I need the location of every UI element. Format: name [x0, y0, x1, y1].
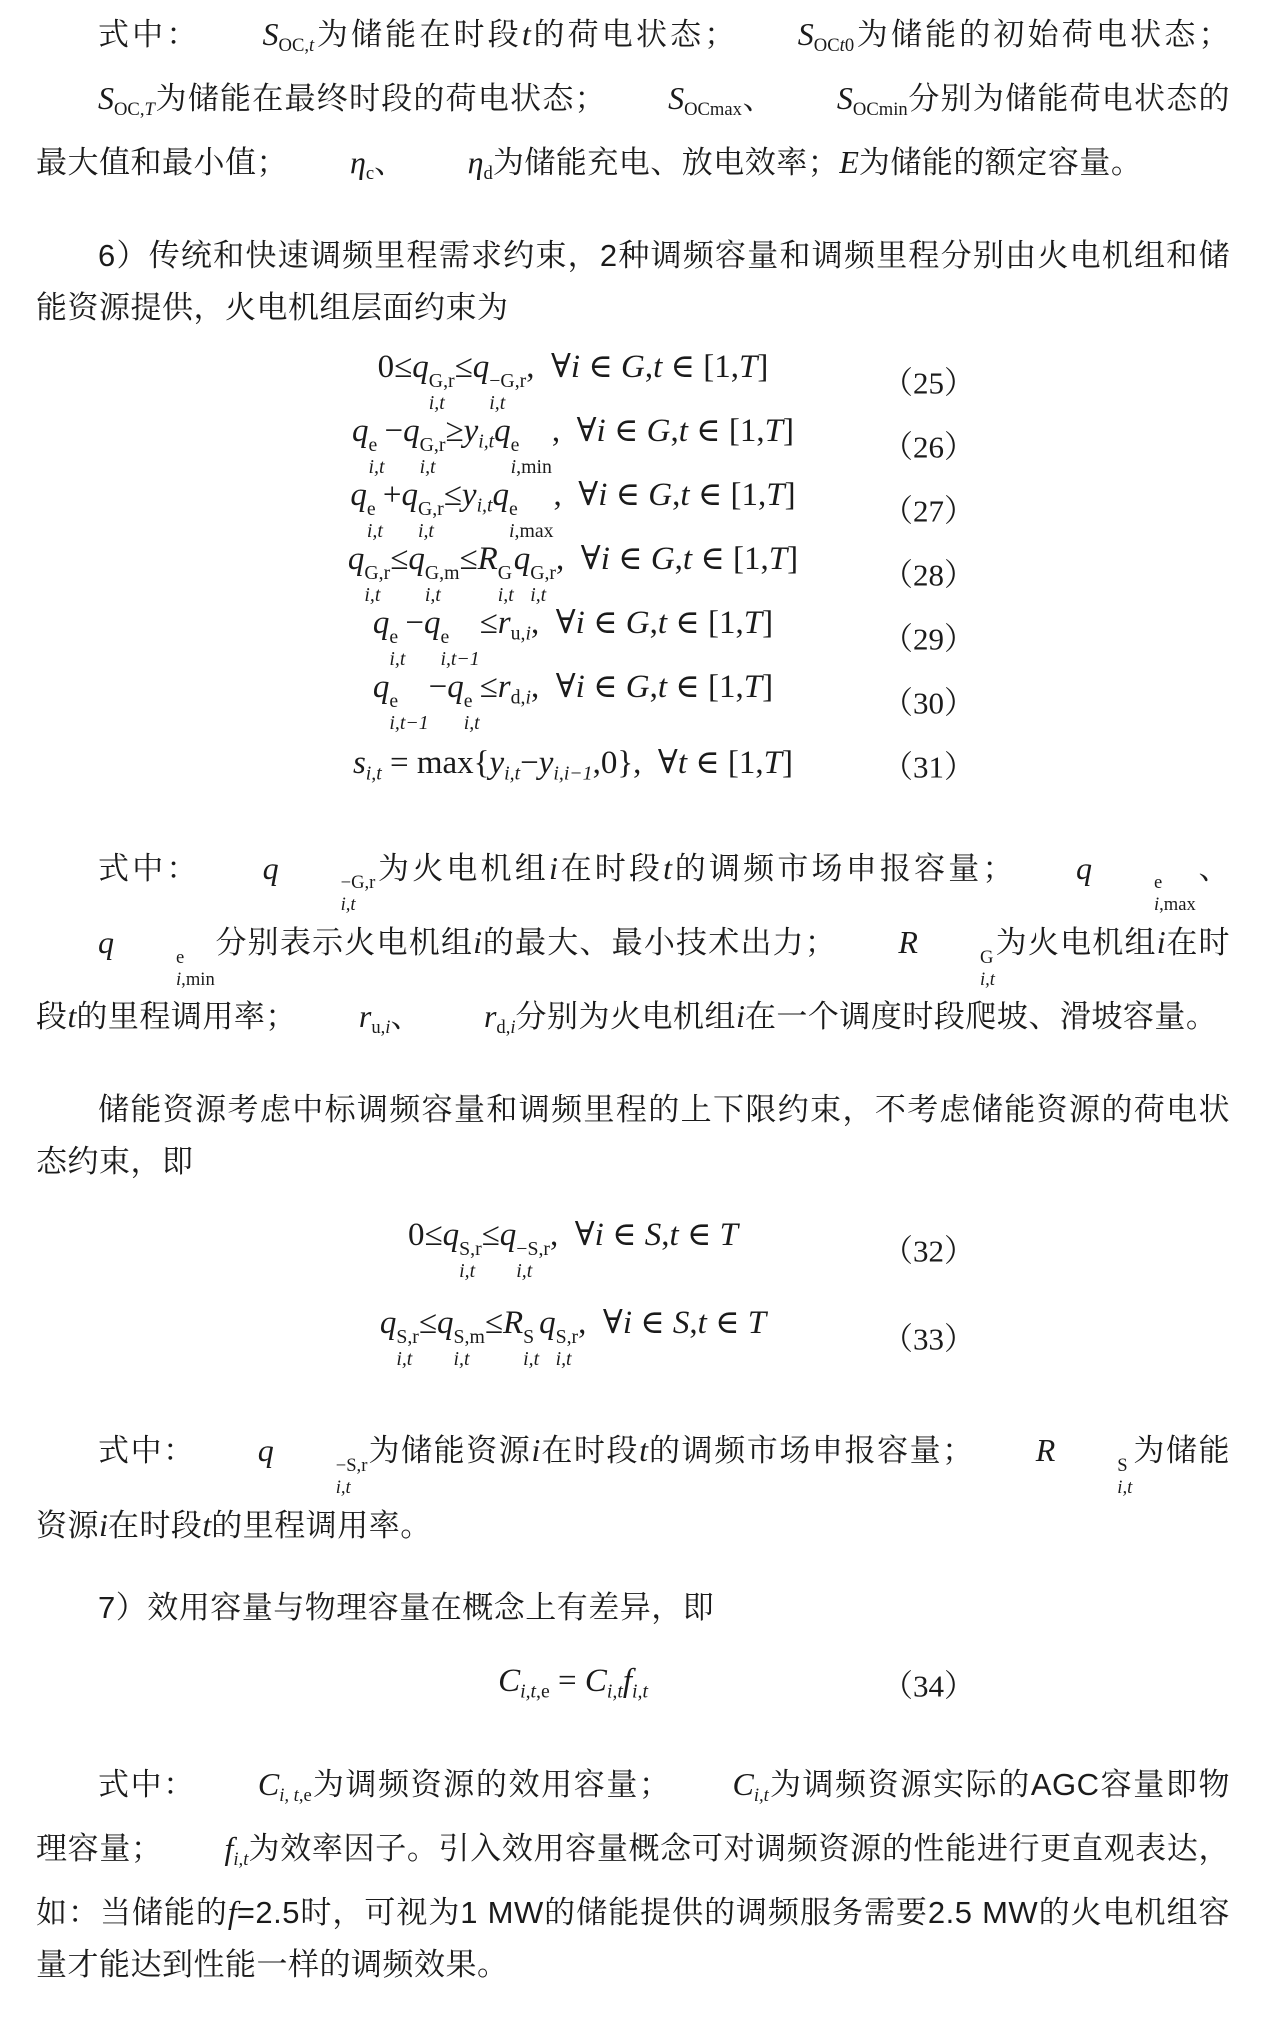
equation-25 — [36, 348, 1230, 412]
equation-31-body: si,t = max{yi,t−yi,i−1,0}, ∀t ∈ [1,T] — [352, 745, 794, 785]
equation-30 — [36, 668, 1230, 732]
equation-group-thermal — [36, 348, 1230, 796]
equation-30-number: （30） — [882, 685, 975, 721]
equation-26-body: q e i,t −q G,r i,t ≥yi,tq e i,min , ∀i ∈ G,t ∈ [1,T] — [352, 412, 794, 478]
paragraph-storage-constraint-intro: 储能资源考虑中标调频容量和调频里程的上下限约束，不考虑储能资源的荷电状态约束，即 — [36, 1092, 1230, 1180]
equation-28-number: （28） — [882, 557, 975, 593]
equation-29 — [36, 604, 1230, 668]
equation-30-body: q e i,t−1 −q e i,t ≤rd,i, ∀i ∈ G,t ∈ [1,T] — [372, 668, 774, 734]
paragraph-utility-capacity-explanation: 式中： Ci, t,e为调频资源的效用容量； Ci,t为调频资源实际的AGC容量即物理容量； fi,t为效率因子。引入效用容量概念可对调频资源的性能进行更直观表达，如：当储能的f=2.5时，可视为1 MW的储能提供的调频服务需要2.5 MW的火电机组容量才能达到性能一样的调频效果。 — [36, 1765, 1231, 1982]
equation-28 — [36, 540, 1230, 604]
equation-31 — [36, 732, 1230, 796]
equation-25-body: 0≤q G,r i,t ≤q −G,r i,t , ∀i ∈ G,t ∈ [1,T] — [377, 348, 769, 414]
equation-28-body: q G,r i,t ≤q G,m i,t ≤R G i,t q G,r i,t , ∀i ∈ G,t ∈ [1,T] — [347, 540, 799, 606]
equation-34 — [36, 1648, 1230, 1718]
equation-26-number: （26） — [882, 429, 975, 465]
equation-group-storage — [36, 1204, 1230, 1380]
equation-27-number: （27） — [882, 493, 975, 529]
paragraph-item7-intro: 7）效用容量与物理容量在概念上有差异，即 — [98, 1589, 715, 1625]
paragraph-thermal-symbol-definitions: 式中： q −G,r i,t 为火电机组i在时段t的调频市场申报容量； q e i,max 、q e i,min 分别表示火电机组i的最大、最小技术出力； R G i,t 为火电机组i在时段t的里程调用率； ru,i、 rd,i分别为火电机组i在一个调度时段爬坡、滑坡容量。 — [36, 849, 1231, 1039]
equation-32-body: 0≤q S,r i,t ≤q −S,r i,t , ∀i ∈ S,t ∈ T — [408, 1217, 738, 1283]
equation-31-number: （31） — [882, 749, 975, 785]
paragraph-soc-symbol-definitions: 式中： SOC,t为储能在时段t的荷电状态； SOCt0为储能的初始荷电状态；SOC,T为储能在最终时段的荷电状态； SOCmax、 SOCmin分别为储能荷电状态的最大值和最小值； ηc、 ηd为储能充电、放电效率；E为储能的额定容量。 — [36, 16, 1231, 184]
equation-26 — [36, 412, 1230, 476]
equation-34-body: Ci,t,e = Ci,tfi,t — [498, 1663, 648, 1703]
equation-29-body: q e i,t −q e i,t−1 ≤ru,i, ∀i ∈ G,t ∈ [1,T] — [372, 604, 774, 670]
equation-group-utility — [36, 1648, 1230, 1718]
equation-34-number: （34） — [882, 1668, 975, 1704]
equation-32 — [36, 1204, 1230, 1292]
paragraph-item6-intro: 6）传统和快速调频里程需求约束，2种调频容量和调频里程分别由火电机组和储能资源提供，火电机组层面约束为 — [36, 237, 1230, 325]
equation-27 — [36, 476, 1230, 540]
equation-29-number: （29） — [882, 621, 975, 657]
paragraph-storage-symbol-definitions: 式中： q −S,r i,t 为储能资源i在时段t的调频市场申报容量； R S i,t 为储能资源i在时段t的里程调用率。 — [36, 1432, 1231, 1543]
equation-25-number: （25） — [882, 365, 975, 401]
equation-33 — [36, 1292, 1230, 1380]
equation-27-body: q e i,t +q G,r i,t ≤yi,tq e i,max , ∀i ∈ G,t ∈ [1,T] — [350, 476, 796, 542]
equation-33-body: q S,r i,t ≤q S,m i,t ≤R S i,t q S,r i,t , ∀i ∈ S,t ∈ T — [379, 1305, 767, 1371]
equation-33-number: （33） — [882, 1321, 975, 1357]
equation-32-number: （32） — [882, 1233, 975, 1269]
